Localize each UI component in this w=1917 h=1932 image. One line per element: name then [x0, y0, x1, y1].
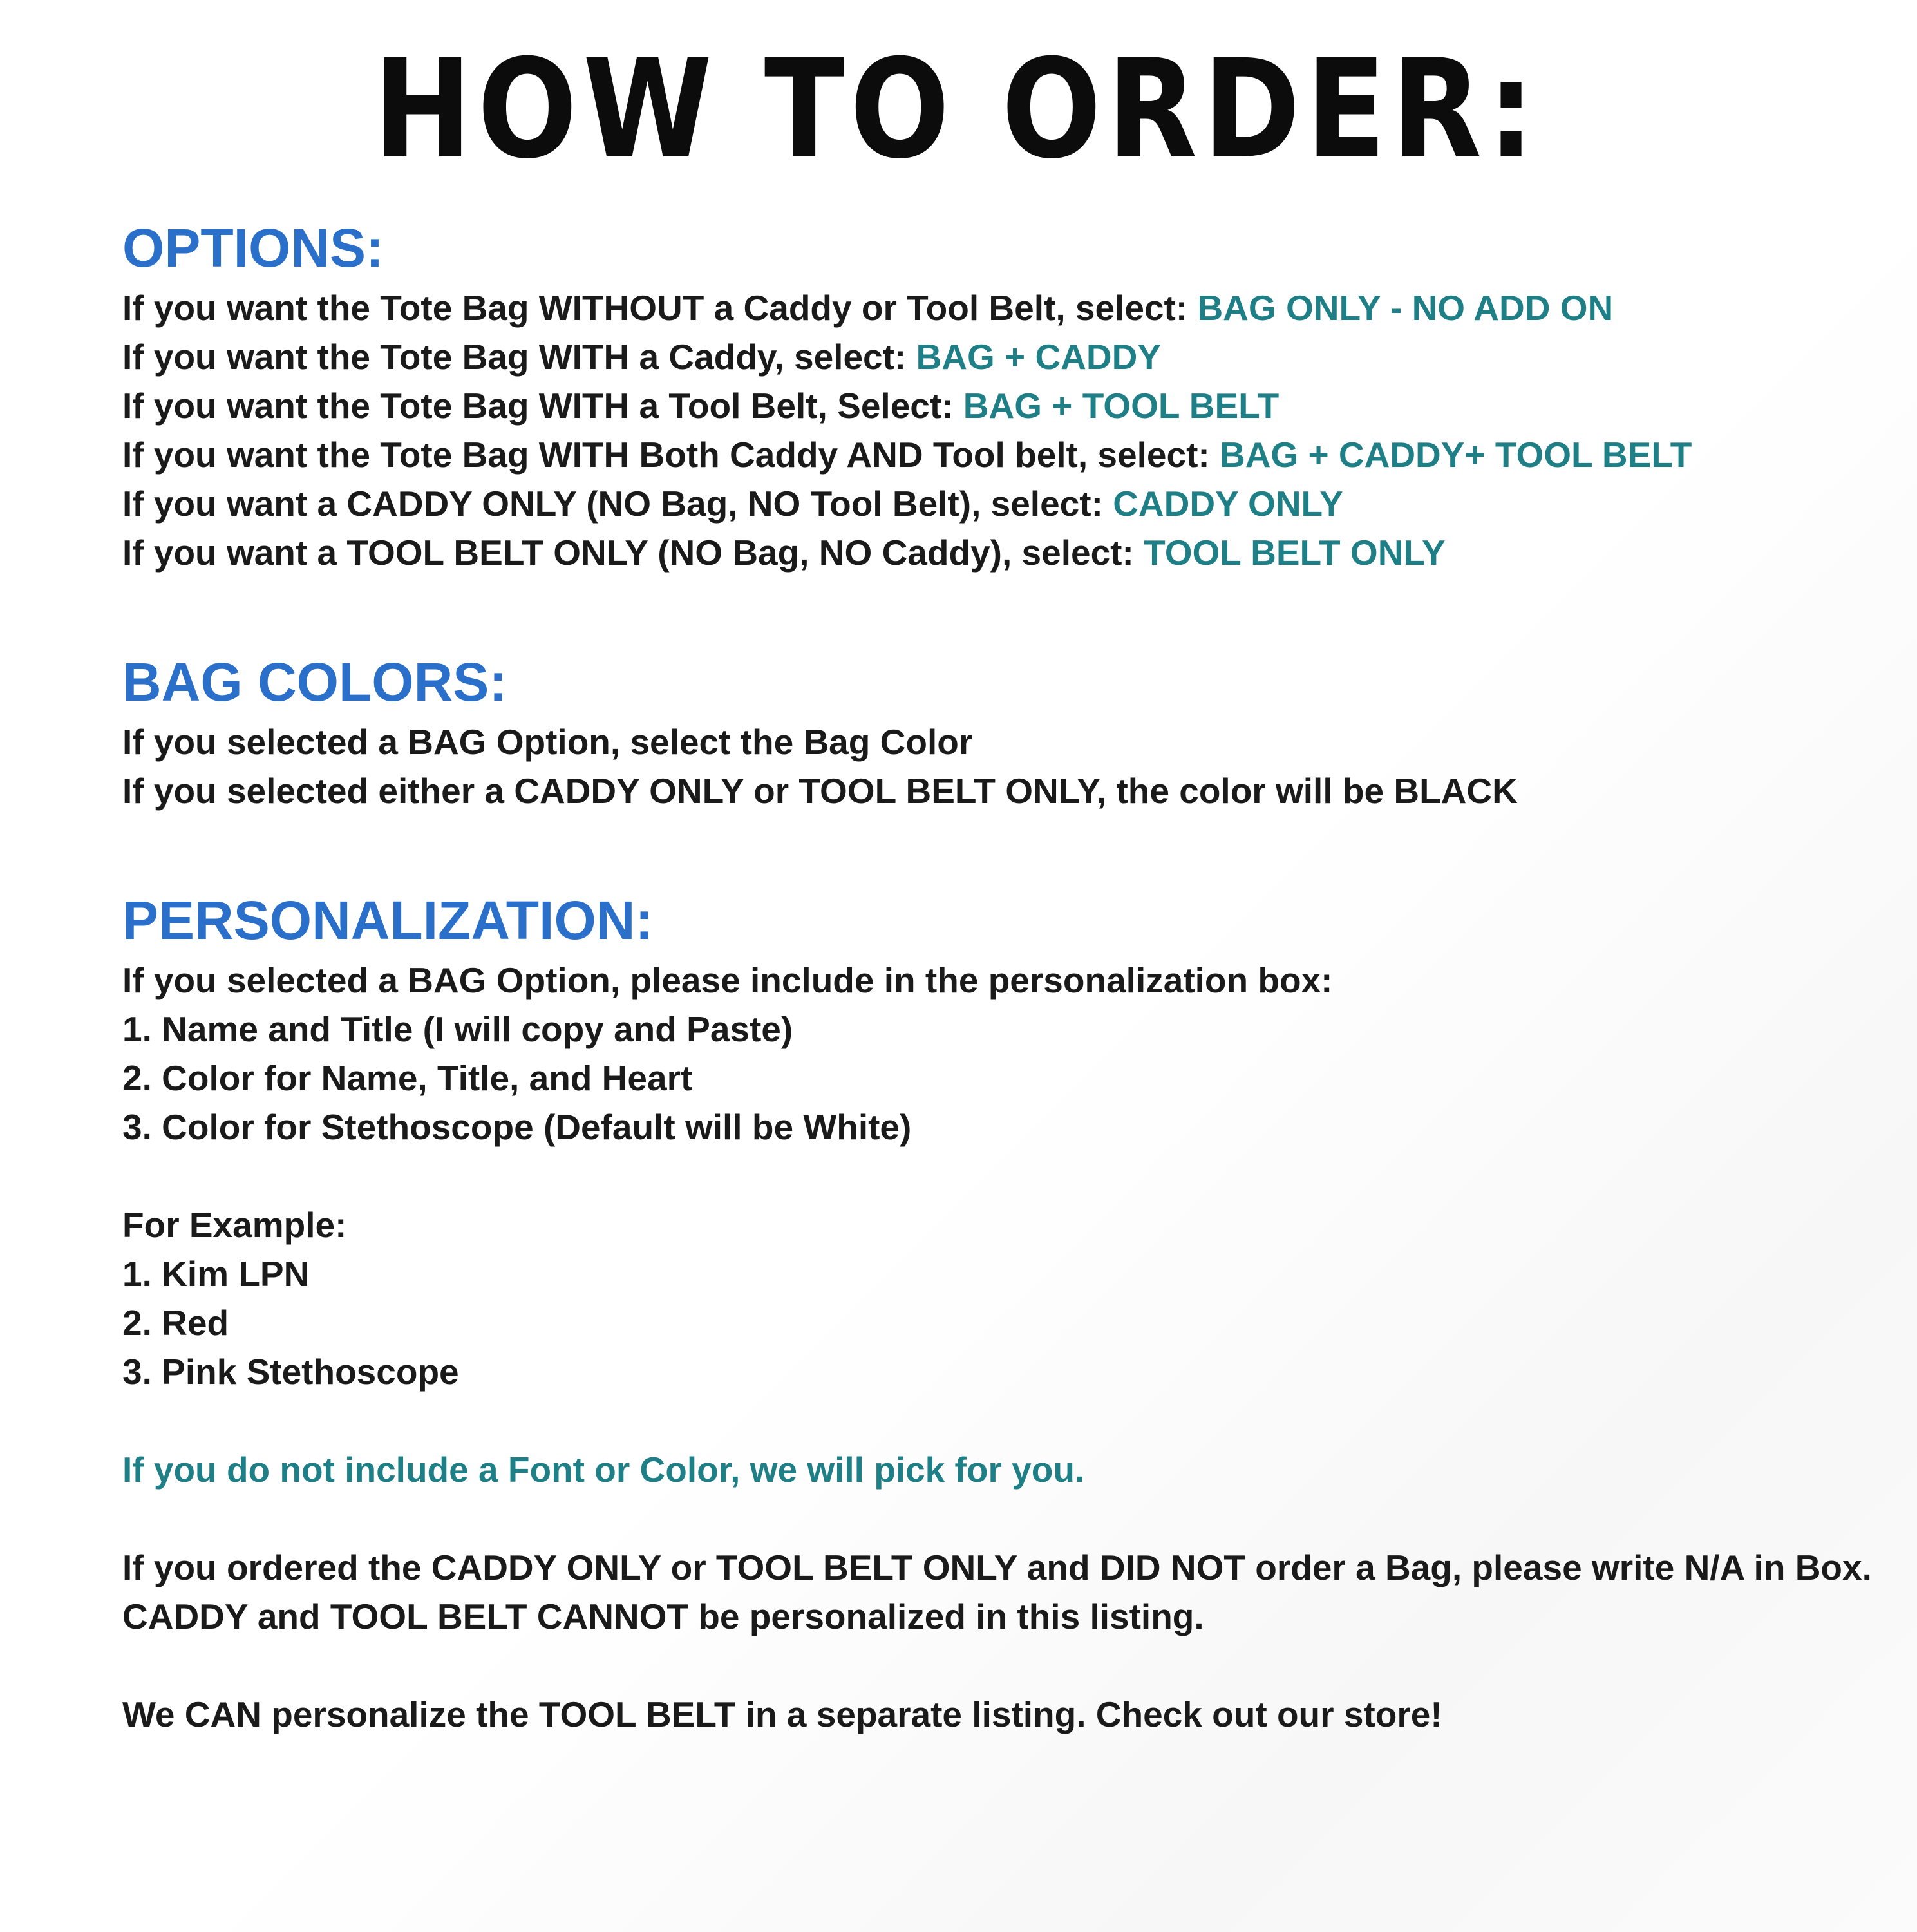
option-text: If you want the Tote Bag WITH Both Caddy AND Tool belt, select: — [122, 435, 1220, 475]
example-item: 2. Red — [122, 1303, 229, 1343]
option-text: If you want the Tote Bag WITH a Caddy, select: — [122, 337, 916, 377]
option-selection: BAG ONLY - NO ADD ON — [1197, 288, 1614, 328]
closing-note: We CAN personalize the TOOL BELT in a separate listing. Check out our store! — [122, 1694, 1442, 1734]
instructions-content — [122, 213, 1872, 1739]
option-line — [122, 528, 1861, 577]
personalization-heading: PERSONALIZATION: — [122, 890, 654, 951]
spacer — [122, 1396, 1861, 1445]
personalization-section — [122, 885, 1872, 1739]
caddy-note: If you ordered the CADDY ONLY or TOOL BELT ONLY and DID NOT order a Bag, please write N/A in Box. — [122, 1548, 1872, 1587]
option-selection: CADDY ONLY — [1113, 484, 1343, 524]
personalization-step: 3. Color for Stethoscope (Default will be White) — [122, 1107, 912, 1147]
option-line — [122, 332, 1861, 381]
personalization-intro: If you selected a BAG Option, please include in the personalization box: — [122, 960, 1333, 1000]
bag-color-line: If you selected a BAG Option, select the Bag Color — [122, 722, 973, 762]
personalization-step: 2. Color for Name, Title, and Heart — [122, 1058, 693, 1098]
example-item: 3. Pink Stethoscope — [122, 1352, 459, 1392]
option-text: If you want the Tote Bag WITH a Tool Belt, Select: — [122, 386, 963, 426]
option-line — [122, 283, 1861, 332]
example-label: For Example: — [122, 1205, 347, 1245]
option-selection: BAG + CADDY — [916, 337, 1162, 377]
spacer — [122, 1151, 1861, 1200]
options-section — [122, 213, 1861, 577]
bag-colors-section — [122, 647, 1861, 815]
default-pick-note: If you do not include a Font or Color, we will pick for you. — [122, 1450, 1085, 1490]
personalization-step: 1. Name and Title (I will copy and Paste) — [122, 1009, 793, 1049]
option-text: If you want a CADDY ONLY (NO Bag, NO Tool Belt), select: — [122, 484, 1113, 524]
option-selection: BAG + CADDY+ TOOL BELT — [1219, 435, 1692, 475]
option-selection: TOOL BELT ONLY — [1144, 533, 1446, 573]
spacer — [122, 577, 1861, 647]
option-text: If you want the Tote Bag WITHOUT a Caddy or Tool Belt, select: — [122, 288, 1198, 328]
example-item: 1. Kim LPN — [122, 1254, 310, 1294]
option-line — [122, 430, 1861, 479]
option-text: If you want a TOOL BELT ONLY (NO Bag, NO Caddy), select: — [122, 533, 1144, 573]
options-heading: OPTIONS: — [122, 218, 384, 278]
spacer — [122, 815, 1861, 885]
page-title: HOW TO ORDER: — [373, 30, 1540, 189]
caddy-note: CADDY and TOOL BELT CANNOT be personalized in this listing. — [122, 1596, 1204, 1636]
spacer — [122, 1641, 1861, 1690]
option-line — [122, 381, 1861, 430]
bag-colors-heading: BAG COLORS: — [122, 652, 507, 712]
option-line — [122, 479, 1861, 528]
spacer — [122, 1494, 1861, 1543]
bag-color-line: If you selected either a CADDY ONLY or TOOL BELT ONLY, the color will be BLACK — [122, 771, 1518, 811]
option-selection: BAG + TOOL BELT — [963, 386, 1280, 426]
